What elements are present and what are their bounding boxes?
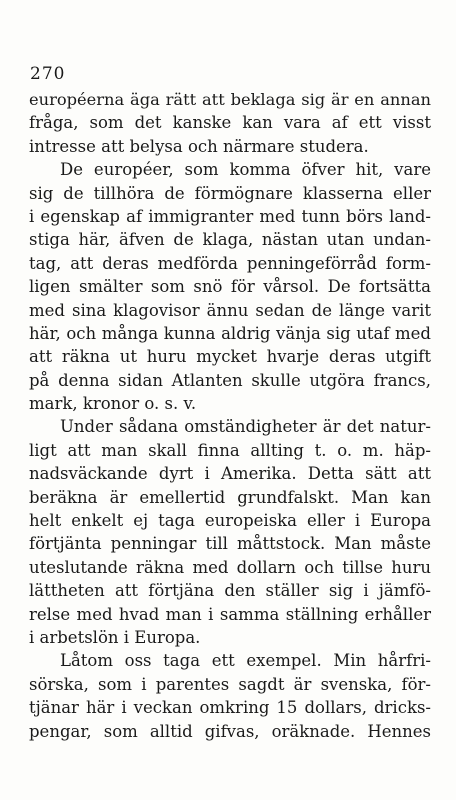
text-line: helt enkelt ej taga europeiska eller i Europa (29, 511, 431, 531)
text-line: tag, att deras medförda penningeförråd form- (29, 253, 431, 273)
text-line: på denna sidan Atlanten skulle utgöra francs, (29, 370, 431, 390)
text-line: lättheten att förtjäna den ställer sig i jämfö- (29, 581, 431, 601)
text-line: européerna äga rätt att beklaga sig är en annan (29, 90, 431, 109)
text-line: De européer, som komma öfver hit, vare (60, 160, 431, 180)
text-line: i egenskap af immigranter med tunn börs land- (29, 206, 431, 226)
text-line: beräkna är emellertid grundfalskt. Man kan (29, 487, 431, 507)
text-line: relse med hvad man i samma ställning erhåller (29, 604, 431, 624)
text-line: ligen smälter som snö för vårsol. De fortsätta (29, 277, 431, 297)
paragraph (29, 158, 431, 415)
text-line: stiga här, äfven de klaga, nästan utan undan- (29, 230, 431, 250)
body-text (29, 88, 431, 743)
text-line: här, och många kunna aldrig vänja sig utaf med (29, 323, 431, 343)
text-line: uteslutande räkna med dollarn och tillse huru (29, 557, 431, 577)
text-line: pengar, som alltid gifvas, oräknade. Hennes (29, 721, 431, 741)
text-line: Under sådana omständigheter är det natur- (60, 417, 431, 437)
text-line: sörska, som i parentes sagdt är svenska, för- (29, 674, 431, 694)
text-line: intresse att belysa och närmare studera. (29, 136, 369, 156)
text-line: med sina klagovisor ännu sedan de länge varit (29, 300, 431, 320)
text-line: i arbetslön i Europa. (29, 627, 201, 647)
page-number: 270 (30, 64, 66, 84)
paragraph (29, 88, 431, 158)
text-line: att räkna ut huru mycket hvarje deras utgift (29, 347, 431, 367)
paragraph (29, 649, 431, 743)
text-line: tjänar här i veckan omkring 15 dollars, dricks- (29, 698, 431, 718)
text-line: fråga, som det kanske kan vara af ett visst (29, 113, 431, 133)
text-line: mark, kronor o. s. v. (29, 394, 197, 414)
text-line: Låtom oss taga ett exempel. Min hårfri- (60, 651, 431, 671)
text-line: förtjänta penningar till måttstock. Man måste (29, 534, 431, 554)
text-line: sig de tillhöra de förmögnare klasserna eller (29, 183, 431, 203)
text-line: nadsväckande dyrt i Amerika. Detta sätt att (29, 464, 431, 484)
paragraph (29, 415, 431, 649)
text-line: ligt att man skall finna allting t. o. m. häp- (29, 440, 431, 460)
